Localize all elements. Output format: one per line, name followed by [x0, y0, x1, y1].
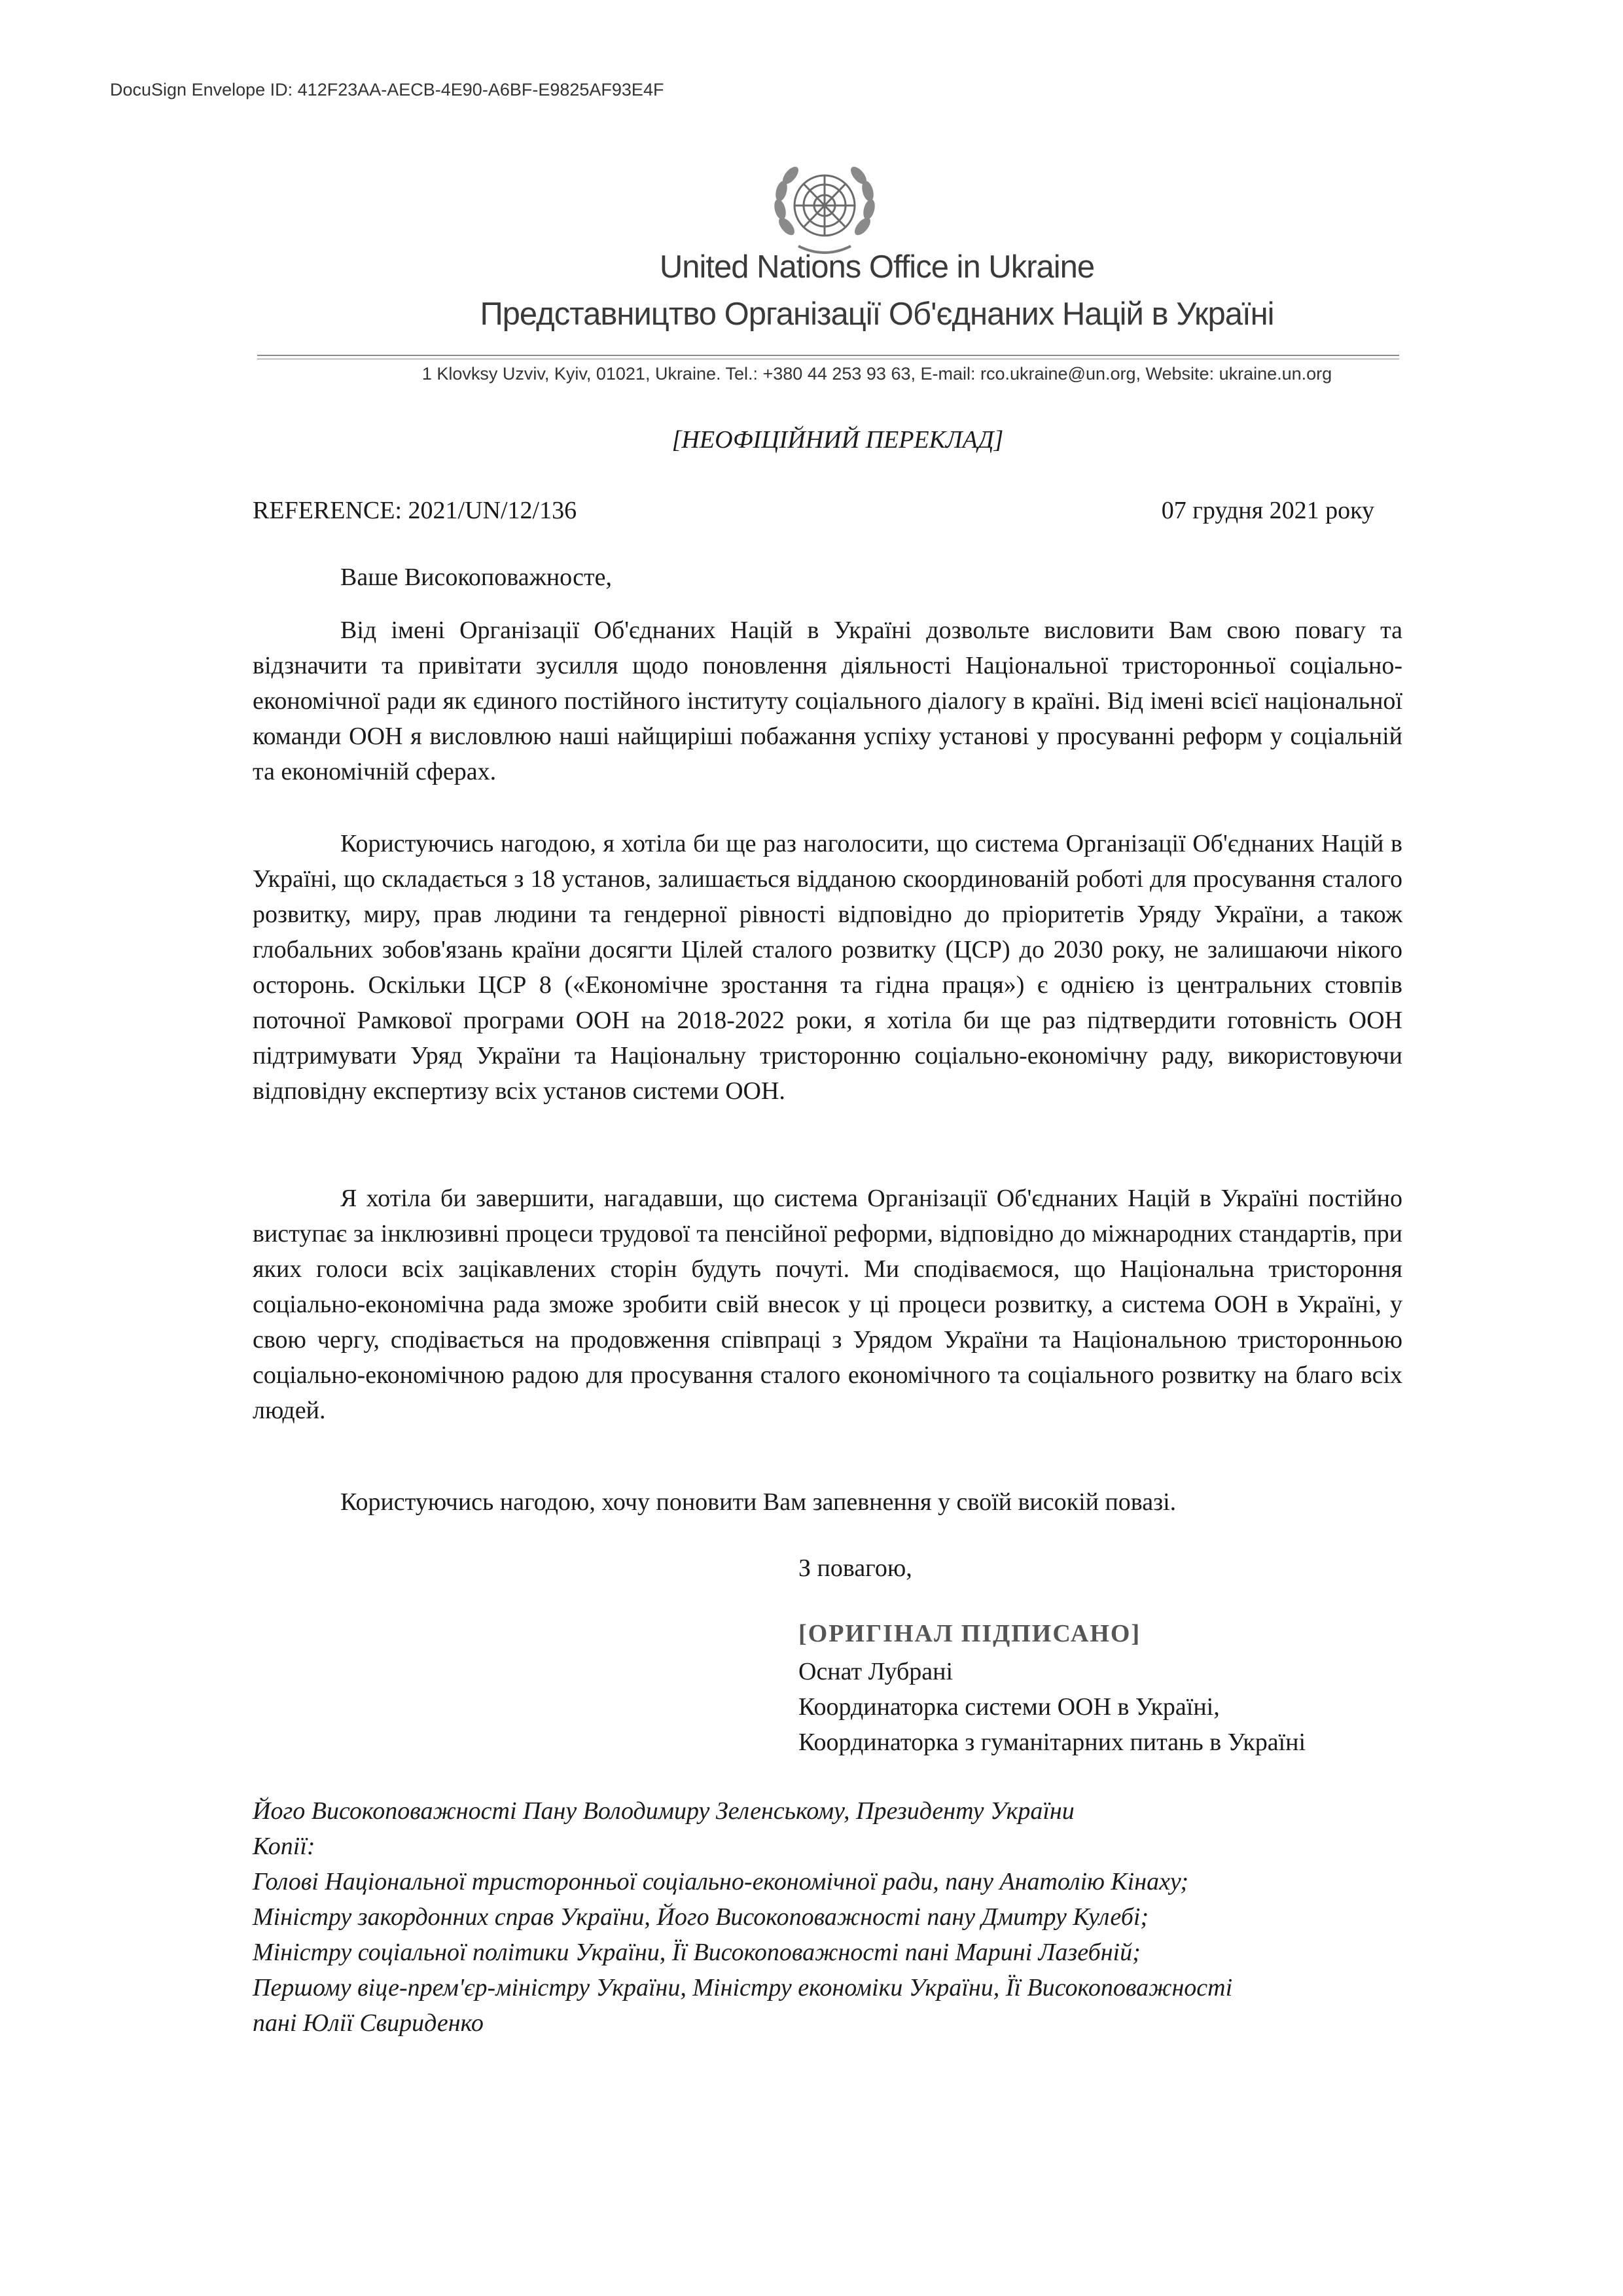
letter-date: 07 грудня 2021 року	[1161, 497, 1374, 524]
body-paragraph: Користуючись нагодою, хочу поновити Вам запевнення у своїй високій повазі.	[340, 1488, 1177, 1516]
body-paragraph: Від імені Організації Об'єднаних Націй в Україні дозвольте висловити Вам свою повагу та відзначити та привітати зусилля щодо поновлення діяльності Національної тристоронньої соціально-економічної ради як єдиного постійного інституту соціального діалогу в країні. Від імені всієї національної команди ООН я висловлюю наші найщиріші побажання успіху установі у просуванні реформ у соціальній та економічній сферах.	[253, 617, 1402, 785]
copy-recipient: Голові Національної тристоронньої соціально-економічної ради, пану Анатолію Кінаху;	[253, 1868, 1189, 1895]
body-paragraph: Користуючись нагодою, я хотіла би ще раз наголосити, що система Організації Об'єднаних Націй в Україні, що складається з 18 установ, залишається відданою скоординованій роботі для просування сталого розвитку, миру, прав людини та гендерної рівності відповідно до пріоритетів Уряду України, а також глобальних зобов'язань країни досягти Цілей сталого розвитку (ЦСР) до 2030 року, не залишаючи нікого осторонь. Оскільки ЦСР 8 («Економічне зростання та гідна праця») є однією із центральних стовпів поточної Рамкової програми ООН на 2018-2022 роки, я хотіла би ще раз підтвердити готовність ООН підтримувати Уряд України та Національну тристоронню соціально-економічну раду, використовуючи відповідну експертизу всіх установ системи ООН.	[253, 830, 1402, 1105]
original-signed-label: [ОРИГІНАЛ ПІДПИСАНО]	[798, 1620, 1141, 1647]
copy-recipient: Першому віце-прем'єр-міністру України, Міністру економіки України, Її Високоповажності	[253, 1974, 1233, 2001]
distribution-list	[253, 1793, 1431, 2041]
copy-recipient: Міністру закордонних справ України, Його Високоповажності пану Дмитру Кулебі;	[253, 1903, 1149, 1931]
signer-title: Координаторка з гуманітарних питань в Україні	[798, 1729, 1306, 1756]
signer-name: Оснат Лубрані	[798, 1658, 954, 1685]
signer-title: Координаторка системи ООН в Україні,	[798, 1693, 1220, 1721]
docusign-envelope-id: DocuSign Envelope ID: 412F23AA-AECB-4E90-A6BF-E9825AF93E4F	[110, 80, 664, 99]
contact-address: 1 Klovksy Uzviv, Kyiv, 01021, Ukraine. Tel.: +380 44 253 93 63, E-mail: rco.ukraine@un.org, Website: ukraine.un.org	[421, 364, 1332, 384]
copy-recipient: Міністру соціальної політики України, Її Високоповажності пані Марині Лазебній;	[253, 1939, 1141, 1966]
unofficial-translation-label: [НЕОФІЦІЙНИЙ ПЕРЕКЛАД]	[671, 426, 1004, 454]
organization-name-ua: Представництво Організації Об'єднаних Націй в Україні	[480, 296, 1274, 332]
reference-number: REFERENCE: 2021/UN/12/136	[253, 497, 577, 524]
copy-recipient: пані Юлії Свириденко	[253, 2009, 484, 2037]
addressee-line: Його Високоповажності Пану Володимиру Зеленському, Президенту України	[253, 1797, 1075, 1825]
copies-label: Копії:	[253, 1833, 315, 1860]
closing-phrase: З повагою,	[798, 1554, 912, 1582]
body-paragraph: Я хотіла би завершити, нагадавши, що система Організації Об'єднаних Націй в Україні постійно виступає за інклюзивні процеси трудової та пенсійної реформи, відповідно до міжнародних стандартів, при яких голоси всіх зацікавлених сторін будуть почуті. Ми сподіваємося, що Національна тристороння соціально-економічна рада зможе зробити свій внесок у ці процеси розвитку, а система ООН в Україні, у свою чергу, сподівається на продовження співпраці з Урядом України та Національною тристоронньою соціально-економічною радою для просування сталого економічного та соціального розвитку на благо всіх людей.	[253, 1185, 1402, 1424]
organization-name-en: United Nations Office in Ukraine	[659, 249, 1095, 285]
salutation: Ваше Високоповажносте,	[340, 564, 612, 591]
header-divider	[257, 355, 1399, 356]
